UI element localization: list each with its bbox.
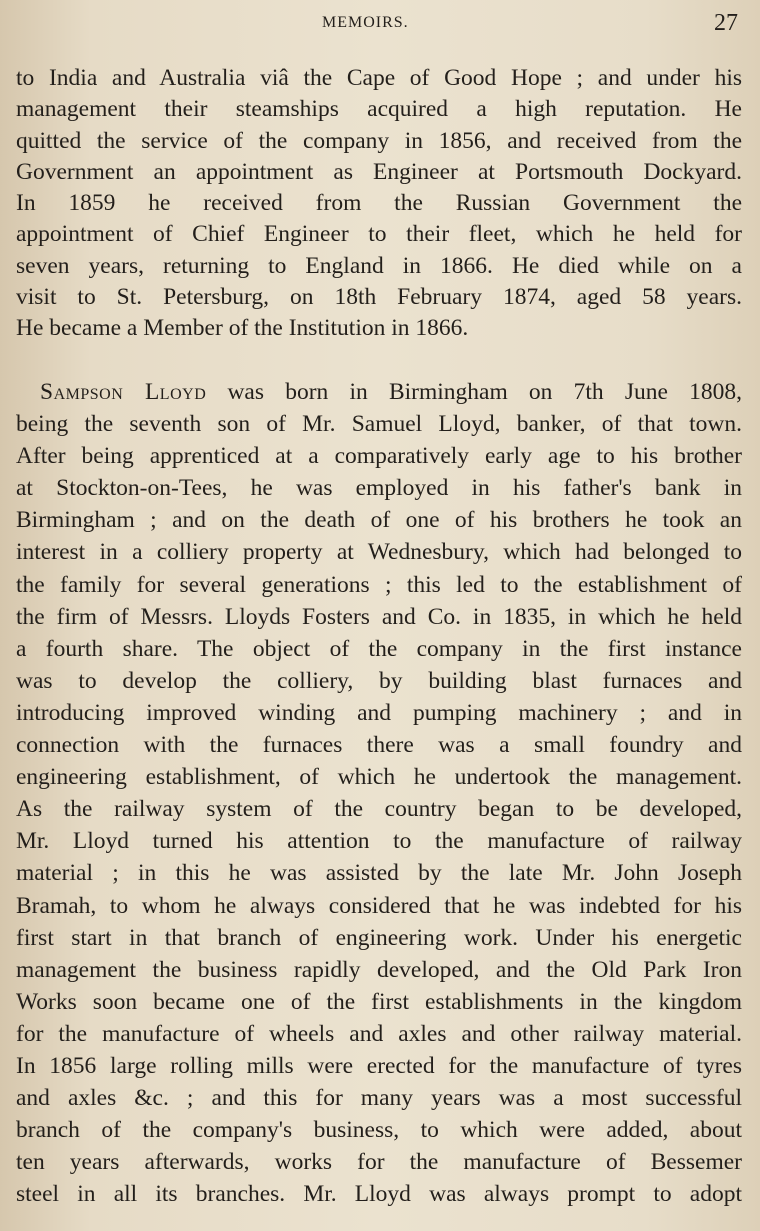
text-line: seven years, returning to England in 1866. He died while on a	[16, 252, 742, 279]
text-line: management their steamships acquired a high reputation. He	[16, 96, 742, 123]
paragraph-sampson-lloyd	[16, 376, 742, 1210]
text-line: engineering establishment, of which he undertook the management.	[16, 764, 742, 791]
text-line: After being apprenticed at a comparatively early age to his brother	[16, 443, 742, 470]
text-line: appointment of Chief Engineer to their fleet, which he held for	[16, 221, 742, 248]
text-line: first start in that branch of engineering work. Under his energetic	[16, 924, 742, 951]
text-line: branch of the company's business, to which were added, about	[16, 1117, 742, 1144]
text-line: Bramah, to whom he always considered that he was indebted for his	[16, 892, 742, 919]
page-header	[0, 10, 760, 40]
text-line: Government an appointment as Engineer at Portsmouth Dockyard.	[16, 158, 742, 185]
text-line: introducing improved winding and pumping machinery ; and in	[16, 699, 742, 726]
page-number: 27	[714, 10, 738, 36]
text-line: Birmingham ; and on the death of one of his brothers he took an	[16, 507, 742, 534]
text-line: connection with the furnaces there was a small foundry and	[16, 732, 742, 759]
text-line: to India and Australia viâ the Cape of Good Hope ; and under his	[16, 65, 742, 91]
text-line: Mr. Lloyd turned his attention to the manufacture of railway	[16, 828, 742, 855]
text-line: In 1859 he received from the Russian Government the	[16, 190, 742, 217]
text-line: material ; in this he was assisted by the late Mr. John Joseph	[16, 860, 742, 887]
text-line: a fourth share. The object of the company in the first instance	[16, 635, 742, 662]
text-line: quitted the service of the company in 1856, and received from the	[16, 127, 742, 154]
subject-name: Sampson Lloyd	[40, 379, 207, 405]
text-line: the family for several generations ; this led to the establishment of	[16, 571, 742, 598]
text-line: In 1856 large rolling mills were erected for the manufacture of tyres	[16, 1052, 742, 1079]
paragraph-memoir-end	[16, 63, 742, 345]
text-line: interest in a colliery property at Wednesbury, which had belonged to	[16, 539, 742, 566]
text-line: visit to St. Petersburg, on 18th February 1874, aged 58 years.	[16, 284, 742, 311]
text-line: being the seventh son of Mr. Samuel Lloyd, banker, of that town.	[16, 411, 742, 438]
text-line	[16, 376, 742, 408]
text-line: ten years afterwards, works for the manufacture of Bessemer	[16, 1149, 742, 1176]
text-line: at Stockton-on-Tees, he was employed in his father's bank in	[16, 475, 742, 502]
text-line: was to develop the colliery, by building blast furnaces and	[16, 667, 742, 694]
text-line: Works soon became one of the first establishments in the kingdom	[16, 988, 742, 1015]
text-line: and axles &c. ; and this for many years was a most successful	[16, 1085, 742, 1112]
text-line: management the business rapidly developed, and the Old Park Iron	[16, 956, 742, 983]
text-line: for the manufacture of wheels and axles and other railway material.	[16, 1020, 742, 1047]
text-line: steel in all its branches. Mr. Lloyd was always prompt to adopt	[16, 1181, 742, 1208]
text-line: As the railway system of the country began to be developed,	[16, 796, 742, 823]
text-line: the firm of Messrs. Lloyds Fosters and Co. in 1835, in which he held	[16, 603, 742, 630]
text-line-rest: was born in Birmingham on 7th June 1808,	[227, 379, 742, 405]
text-line: He became a Member of the Institution in 1866.	[16, 315, 469, 342]
running-title: MEMOIRS.	[322, 14, 409, 31]
